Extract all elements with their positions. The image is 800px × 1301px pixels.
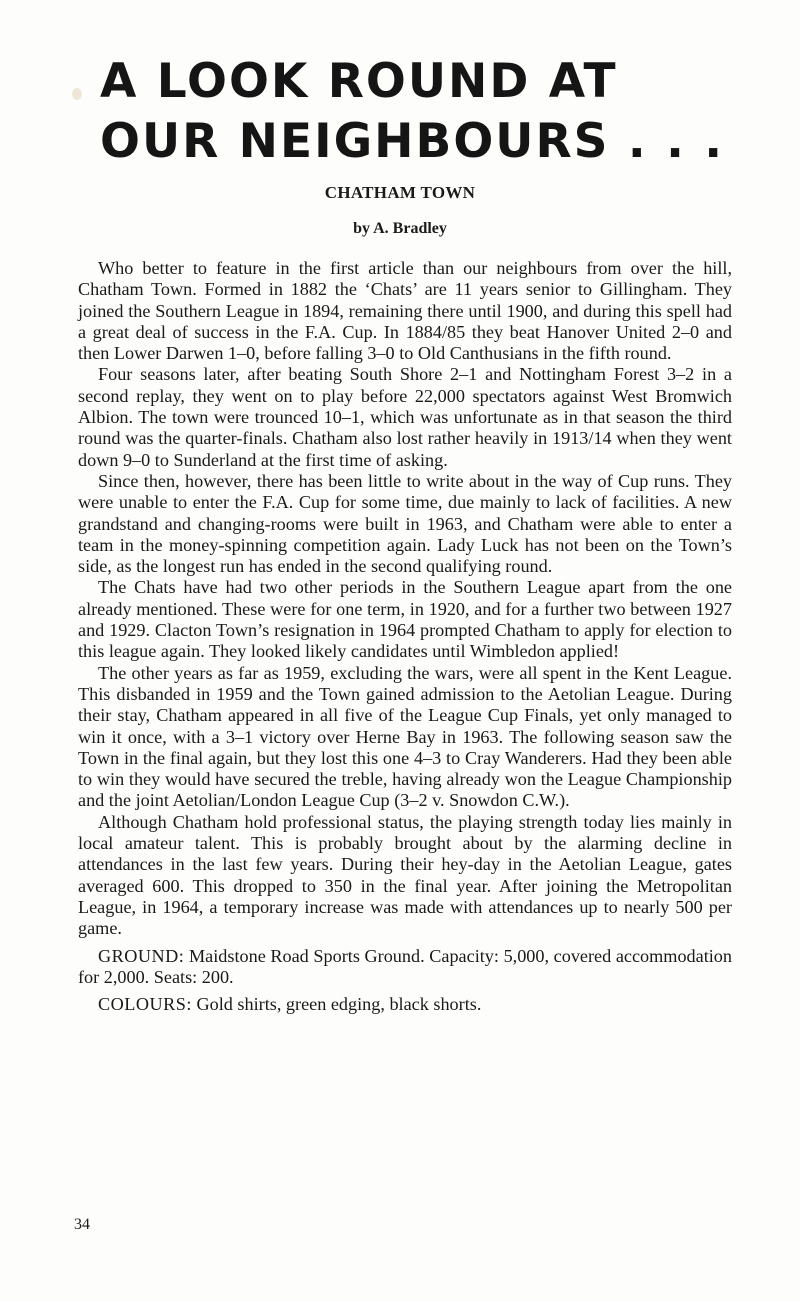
article-body xyxy=(78,258,732,1015)
paragraph: Although Chatham hold professional status, the playing strength today lies mainly in local amateur talent. This is probably brought about by the alarming decline in attendances in the last few years. During their hey-day in the Aetolian League, gates averaged 600. This dropped to 350 in the final year. After joining the Metropolitan League, in 1964, a temporary increase was made with attendances up to nearly 500 per game. xyxy=(78,811,732,939)
paragraph: Who better to feature in the first article than our neighbours from over the hill, Chatham Town. Formed in 1882 the ‘Chats’ are 11 years senior to Gillingham. They joined the Southern League in 1894, remaining there until 1900, and during this spell had a great deal of success in the F.A. Cup. In 1884/85 they beat Hanover United 2–0 and then Lower Darwen 1–0, before falling 3–0 to Old Canthusians in the fifth round. xyxy=(78,258,732,364)
paragraph: The Chats have had two other periods in the Southern League apart from the one already mentioned. These were for one term, in 1920, and for a further two between 1927 and 1929. Clacton Town’s resignation in 1964 prompted Chatham to apply for election to this league again. They looked likely candidates until Wimbledon applied! xyxy=(78,577,732,662)
ground-label: GROUND: xyxy=(98,945,185,966)
paper-smudge xyxy=(72,88,82,100)
paragraph: The other years as far as 1959, excluding the wars, were all spent in the Kent League. This disbanded in 1959 and the Town gained admission to the Aetolian League. During their stay, Chatham appeared in all five of the League Cup Finals, yet only managed to win it once, with a 3–1 victory over Herne Bay in 1963. The following season saw the Town in the final again, but they lost this one 4–3 to Cray Wanderers. Had they been able to win they would have secured the treble, having already won the League Championship and the joint Aetolian/London League Cup (3–2 v. Snowdon C.W.). xyxy=(78,662,732,811)
article-byline: by A. Bradley xyxy=(353,220,447,237)
article-subtitle: CHATHAM TOWN xyxy=(324,183,476,202)
colours-text: Gold shirts, green edging, black shorts. xyxy=(196,994,482,1015)
headline-line-2: OUR NEIGHBOURS . . . xyxy=(100,114,725,169)
colours-info xyxy=(78,994,732,1015)
paragraph: Four seasons later, after beating South Shore 2–1 and Nottingham Forest 3–2 in a second replay, they went on to play before 22,000 spectators against West Bromwich Albion. The town were trounced 10–1, which was unfortunate as in that season the third round was the quarter-finals. Chatham also lost rather heavily in 1913/14 when they went down 9–0 to Sunderland at the first time of asking. xyxy=(78,364,732,470)
headline-line-1: A LOOK ROUND AT xyxy=(100,54,618,109)
paragraph: Since then, however, there has been little to write about in the way of Cup runs. They were unable to enter the F.A. Cup for some time, due mainly to lack of facilities. A new grandstand and changing-rooms were built in 1963, and Chatham were able to enter a team in the money-spinning competition again. Lady Luck has not been on the Town’s side, as the longest run has ended in the second qualifying round. xyxy=(78,470,732,577)
ground-info xyxy=(78,946,732,989)
colours-label: COLOURS: xyxy=(98,994,192,1015)
page-number: 34 xyxy=(74,1216,90,1233)
article-headline xyxy=(100,52,740,172)
ground-text: Maidstone Road Sports Ground. Capacity: 5,000, covered accommodation for 2,000. Seats: 200. xyxy=(78,945,732,987)
